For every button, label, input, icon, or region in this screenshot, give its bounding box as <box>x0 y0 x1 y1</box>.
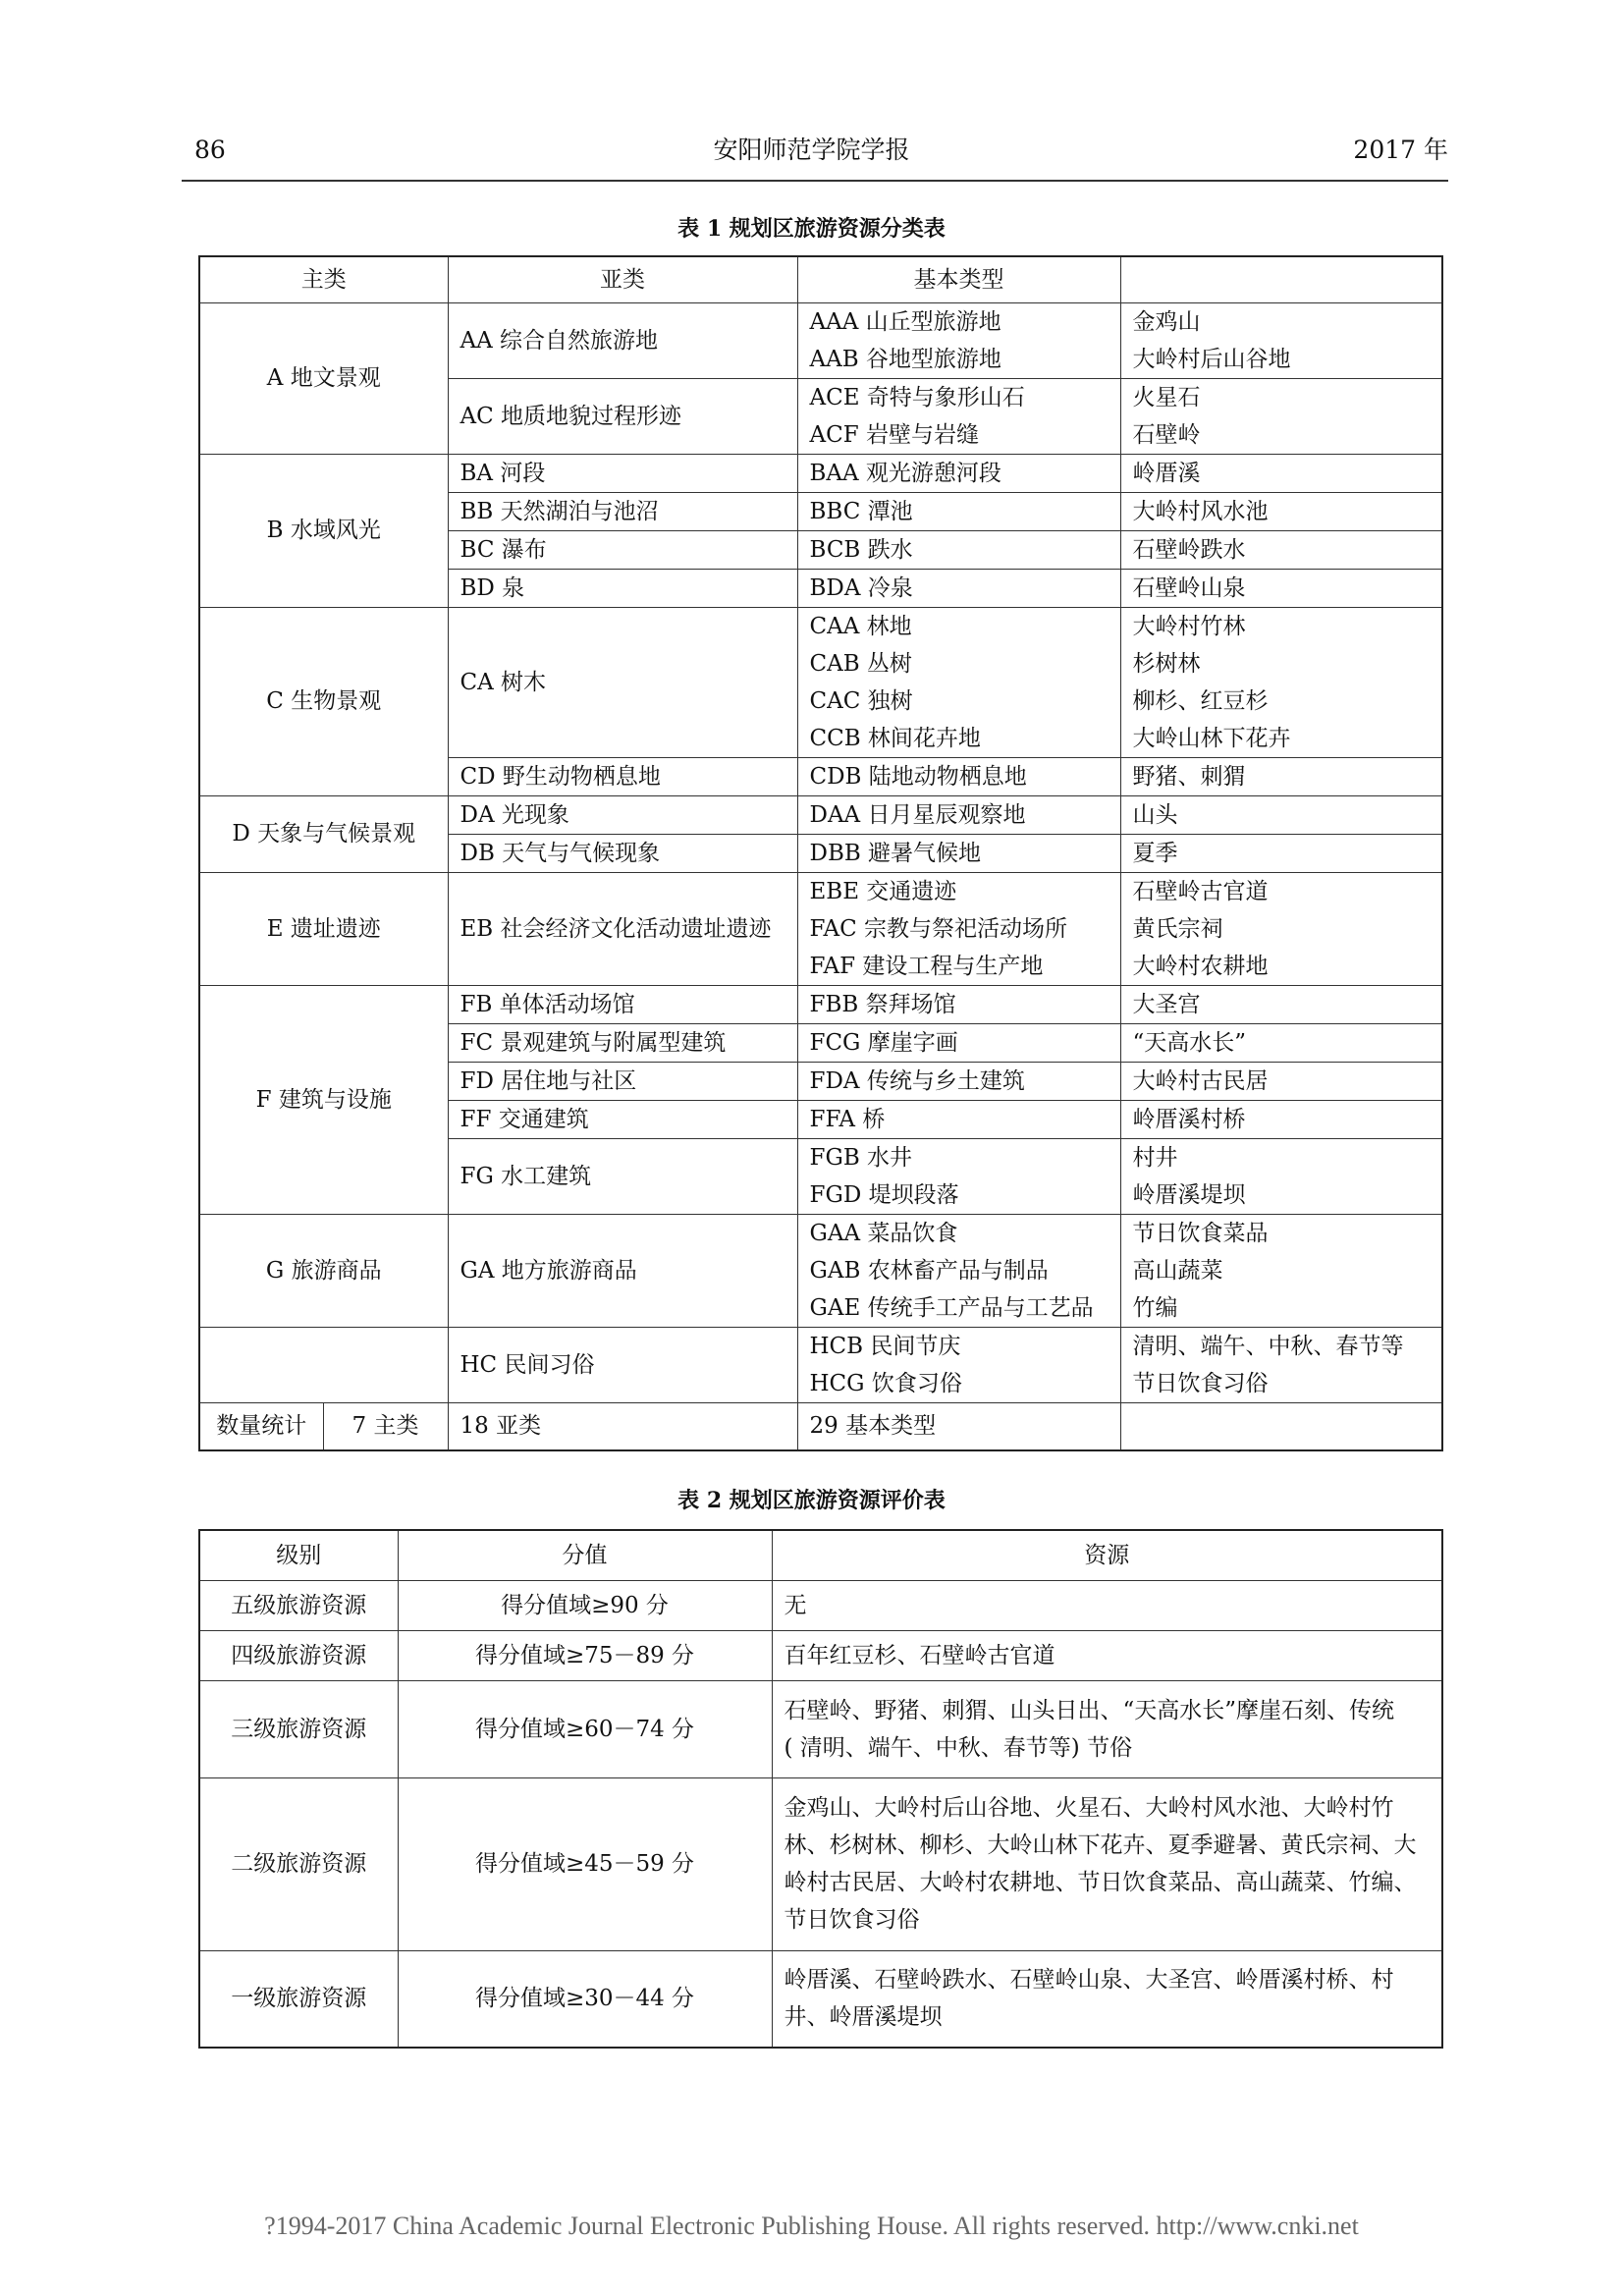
level-cell: 三级旅游资源 <box>199 1680 398 1777</box>
basic-types: FBB 祭拜场馆 <box>797 985 1120 1023</box>
sub-category: DA 光现象 <box>448 795 797 834</box>
resources: 金鸡山 大岭村后山谷地 <box>1120 302 1442 378</box>
page-number: 86 <box>194 136 226 164</box>
table-row <box>199 1950 1442 2048</box>
sub-category: DB 天气与气候现象 <box>448 834 797 872</box>
resources: 石壁岭跌水 <box>1120 530 1442 569</box>
table-header-row <box>199 256 1442 302</box>
basic-types: AAA 山丘型旅游地 AAB 谷地型旅游地 <box>797 302 1120 378</box>
score-cell: 得分值域≥45－59 分 <box>398 1777 772 1950</box>
classification-table <box>198 255 1443 1451</box>
resources: 石壁岭山泉 <box>1120 569 1442 607</box>
main-category: C 生物景观 <box>199 607 448 795</box>
header-level: 级别 <box>199 1530 398 1580</box>
table-row <box>199 1777 1442 1950</box>
sub-category: GA 地方旅游商品 <box>448 1214 797 1327</box>
table-row <box>199 1214 1442 1327</box>
main-category: E 遗址遗迹 <box>199 872 448 985</box>
header-score: 分值 <box>398 1530 772 1580</box>
header-sub: 亚类 <box>448 256 797 302</box>
table-row <box>199 795 1442 834</box>
resources: 野猪、刺猬 <box>1120 757 1442 795</box>
sub-category: AA 综合自然旅游地 <box>448 302 797 378</box>
resources: 清明、端午、中秋、春节等 节日饮食习俗 <box>1120 1327 1442 1402</box>
table-row <box>199 1580 1442 1630</box>
resources: “天高水长” <box>1120 1023 1442 1062</box>
basic-types: FCG 摩崖字画 <box>797 1023 1120 1062</box>
stats-basic-count: 29 基本类型 <box>797 1402 1120 1450</box>
sub-category: FC 景观建筑与附属型建筑 <box>448 1023 797 1062</box>
basic-types: EBE 交通遗迹 FAC 宗教与祭祀活动场所 FAF 建设工程与生产地 <box>797 872 1120 985</box>
resources: 山头 <box>1120 795 1442 834</box>
sub-category: BC 瀑布 <box>448 530 797 569</box>
basic-types: FDA 传统与乡土建筑 <box>797 1062 1120 1100</box>
header-resource <box>1120 256 1442 302</box>
basic-types: FFA 桥 <box>797 1100 1120 1138</box>
basic-types: GAA 菜品饮食 GAB 农林畜产品与制品 GAE 传统手工产品与工艺品 <box>797 1214 1120 1327</box>
header-rule <box>182 180 1448 182</box>
copyright-footer: ?1994-2017 China Academic Journal Electronic Publishing House. All rights reserved. http://www.cnki.net <box>264 2212 1359 2240</box>
score-cell: 得分值域≥75－89 分 <box>398 1630 772 1680</box>
sub-category: FF 交通建筑 <box>448 1100 797 1138</box>
sub-category: EB 社会经济文化活动遗址遗迹 <box>448 872 797 985</box>
resource-cell: 百年红豆杉、石壁岭古官道 <box>772 1630 1442 1680</box>
resources: 村井 岭厝溪堤坝 <box>1120 1138 1442 1214</box>
main-category <box>199 1327 448 1402</box>
table-row <box>199 1327 1442 1402</box>
header-resource: 资源 <box>772 1530 1442 1580</box>
resources: 大圣宫 <box>1120 985 1442 1023</box>
header-basic: 基本类型 <box>797 256 1120 302</box>
sub-category: CD 野生动物栖息地 <box>448 757 797 795</box>
stats-row <box>199 1402 1442 1450</box>
resources: 岭厝溪村桥 <box>1120 1100 1442 1138</box>
table2-caption: 表 2 规划区旅游资源评价表 <box>677 1488 946 1513</box>
sub-category: HC 民间习俗 <box>448 1327 797 1402</box>
resources: 大岭村竹林 杉树林 柳杉、红豆杉 大岭山林下花卉 <box>1120 607 1442 757</box>
basic-types: BCB 跌水 <box>797 530 1120 569</box>
basic-types: ACE 奇特与象形山石 ACF 岩壁与岩缝 <box>797 378 1120 454</box>
level-cell: 四级旅游资源 <box>199 1630 398 1680</box>
level-cell: 一级旅游资源 <box>199 1950 398 2048</box>
table-row <box>199 985 1442 1023</box>
stats-label: 数量统计 <box>199 1402 323 1450</box>
basic-types: HCB 民间节庆 HCG 饮食习俗 <box>797 1327 1120 1402</box>
main-category: G 旅游商品 <box>199 1214 448 1327</box>
resources: 大岭村风水池 <box>1120 492 1442 530</box>
stats-empty <box>1120 1402 1442 1450</box>
level-cell: 二级旅游资源 <box>199 1777 398 1950</box>
main-category: B 水域风光 <box>199 454 448 607</box>
table-row <box>199 302 1442 378</box>
table-row <box>199 872 1442 985</box>
sub-category: FB 单体活动场馆 <box>448 985 797 1023</box>
table-row <box>199 607 1442 757</box>
sub-category: BB 天然湖泊与池沼 <box>448 492 797 530</box>
table-row <box>199 454 1442 492</box>
journal-title: 安阳师范学院学报 <box>713 136 910 164</box>
table-row <box>199 1630 1442 1680</box>
sub-category: FD 居住地与社区 <box>448 1062 797 1100</box>
basic-types: BAA 观光游憩河段 <box>797 454 1120 492</box>
table-row <box>199 1680 1442 1777</box>
score-cell: 得分值域≥30－44 分 <box>398 1950 772 2048</box>
score-cell: 得分值域≥90 分 <box>398 1580 772 1630</box>
main-category: F 建筑与设施 <box>199 985 448 1214</box>
basic-types: DBB 避暑气候地 <box>797 834 1120 872</box>
stats-sub-count: 18 亚类 <box>448 1402 797 1450</box>
basic-types: DAA 日月星辰观察地 <box>797 795 1120 834</box>
sub-category: BD 泉 <box>448 569 797 607</box>
resources: 节日饮食菜品 高山蔬菜 竹编 <box>1120 1214 1442 1327</box>
basic-types: CAA 林地 CAB 丛树 CAC 独树 CCB 林间花卉地 <box>797 607 1120 757</box>
stats-main-count: 7 主类 <box>323 1402 448 1450</box>
header-main: 主类 <box>199 256 448 302</box>
resource-cell: 无 <box>772 1580 1442 1630</box>
resource-cell: 岭厝溪、石壁岭跌水、石壁岭山泉、大圣宫、岭厝溪村桥、村 井、岭厝溪堤坝 <box>772 1950 1442 2048</box>
sub-category: FG 水工建筑 <box>448 1138 797 1214</box>
resources: 火星石 石壁岭 <box>1120 378 1442 454</box>
resources: 石壁岭古官道 黄氏宗祠 大岭村农耕地 <box>1120 872 1442 985</box>
main-category: A 地文景观 <box>199 302 448 454</box>
basic-types: BBC 潭池 <box>797 492 1120 530</box>
main-category: D 天象与气候景观 <box>199 795 448 872</box>
sub-category: CA 树木 <box>448 607 797 757</box>
basic-types: BDA 冷泉 <box>797 569 1120 607</box>
basic-types: CDB 陆地动物栖息地 <box>797 757 1120 795</box>
resource-cell: 金鸡山、大岭村后山谷地、火星石、大岭村风水池、大岭村竹 林、杉树林、柳杉、大岭山林下花卉、夏季避暑、黄氏宗祠、大 岭村古民居、大岭村农耕地、节日饮食菜品、高山蔬菜、竹编、 节日饮食习俗 <box>772 1777 1442 1950</box>
evaluation-table <box>198 1529 1443 2049</box>
resources: 夏季 <box>1120 834 1442 872</box>
sub-category: AC 地质地貌过程形迹 <box>448 378 797 454</box>
publication-year: 2017 年 <box>1353 136 1448 164</box>
basic-types: FGB 水井 FGD 堤坝段落 <box>797 1138 1120 1214</box>
table-header-row <box>199 1530 1442 1580</box>
resources: 岭厝溪 <box>1120 454 1442 492</box>
resource-cell: 石壁岭、野猪、刺猬、山头日出、“天高水长”摩崖石刻、传统 ( 清明、端午、中秋、春节等) 节俗 <box>772 1680 1442 1777</box>
sub-category: BA 河段 <box>448 454 797 492</box>
score-cell: 得分值域≥60－74 分 <box>398 1680 772 1777</box>
level-cell: 五级旅游资源 <box>199 1580 398 1630</box>
table1-caption: 表 1 规划区旅游资源分类表 <box>677 216 946 242</box>
resources: 大岭村古民居 <box>1120 1062 1442 1100</box>
